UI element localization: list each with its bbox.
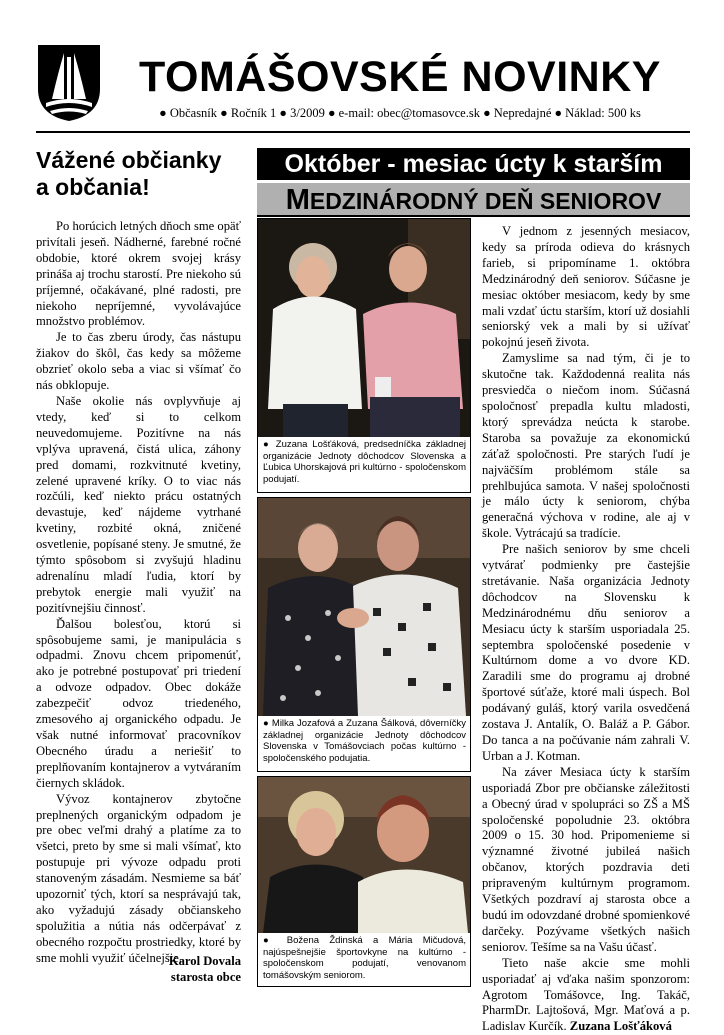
greeting-paragraph: Vývoz kontajnerov zbytočne preplnených organickým odpadom je pre obec veľmi drahý a platíme za to všetci, preto by sme si mali všímať, kto postupuje pri vývoze odpadu proti stanoveným zásadám. Nesmieme sa báť upozorniť tých, ktorí sa nesprávajú tak, ako vyžadujú zásady občianskeho spolužitia a nútia nás odčerpávať z obecného rozpočtu prostriedky, ktoré by sme mohli využiť účelnejšie. xyxy=(36,791,241,965)
article-paragraph: Pre našich seniorov by sme chceli vytvárať podmienky pre častejšie stretávanie. Naša organizácia Jednoty dôchodcov na Slovensku k Medzinárodnému dňu seniorov a Mesiacu úcty k starším usporiadala 25. septembra spoločenské posedenie v Kultúrnom dome a vo dvore KD. Zaradili sme do programu aj drobné športové súťaže, ktoré mali úspech. Bol podávaný guláš, ktorý varila osvedčená zostava J. Antalík, O. Baláž a P. Gábor. Do tanca a na počúvanie nám zahrali V. Urban a J. Kotman. xyxy=(482,542,690,763)
article-paragraph-text: Tieto naše akcie sme mohli usporiadať aj vďaka našim sponzorom: Agrotom Tomášovce, Ing. Takáč, PharmDr. Lajtošová, Mgr. Maťová a p. Ladislav Kurčík. xyxy=(482,955,690,1034)
photo-image xyxy=(258,219,470,437)
photo-image xyxy=(258,498,470,716)
article-paragraph xyxy=(482,956,690,1035)
subheadline-text: EDZINÁRODNÝ DEŇ SENIOROV xyxy=(309,188,662,214)
article-paragraph: Na záver Mesiaca úcty k starším usporiadá Zbor pre občianske záležitosti a Obecný úrad v spolupráci so ZŠ a MŠ spoločenské popoludnie 23. októbra 2009 o 15. 30 hod. Pripomenieme si významné životné jubileá našich občanov, ktorých pozdravia deti pripraveným kultúrnym programom. Všetkých pozdraví aj starosta obce a budú im odovzdané drobné spomienkové darčeky. Pozývame všetkých našich seniorov. Tešíme sa na Vašu účasť. xyxy=(482,764,690,954)
article-subheadline xyxy=(257,183,690,217)
photo-image xyxy=(258,777,470,933)
photo-caption: ● Milka Jozafová a Zuzana Šálková, dôverníčky základnej organizácie Jednoty dôchodcov Slovenska v Tomášovciach počas kultúrno - spoločenského podujatia. xyxy=(263,718,466,764)
greeting-paragraph: Po horúcich letných dňoch sme opäť privítali jeseň. Nádherné, farebné ročné obdobie, ktoré okrem svojej krásy prináša aj trochu starostí. Pre niekoho sú príjemné, očakávané, plné radosti, pre niekoho nepríjemné, vyvolávajúce množstvo problémov. xyxy=(36,219,241,329)
greeting-paragraph: Je to čas zberu úrody, čas nástupu žiakov do škôl, čas kedy sa môžeme obzrieť okolo seba a viac si všímať čo nás obklopuje. xyxy=(36,330,241,393)
issue-info-line: ● Občasník ● Ročník 1 ● 3/2009 ● e-mail: obec@tomasovce.sk ● Nepredajné ● Náklad: 500 ks xyxy=(159,106,641,120)
greeting-heading-line2: a občania! xyxy=(36,174,150,200)
newspaper-title: TOMÁŠOVSKÉ NOVINKY xyxy=(139,53,661,101)
greeting-paragraph: Ďalšou bolesťou, ktorú si spôsobujeme sami, je manipulácia s odpadmi. Znovu chcem pripomenúť, ako je potrebné postupovať pri triedení a odvoze odpadov. Obec dokáže zabezpečiť odvoz triedeného, zmesového aj organického odpadu. Je však nutné informovať pracovníkov Obecného úradu a neriešiť to preplňovaním kontajnerov a vytváraním čiernych skládok. xyxy=(36,616,241,790)
subheadline-initial: M xyxy=(285,184,310,216)
greeting-paragraph: Naše okolie nás ovplyvňuje aj vtedy, keď si to celkom neuvedomujeme. Pozitívne na nás vplýva upravená, čistá ulica, záhony pred domami, rozkvitnuté kvetiny, zelené upravené kríky. O to viac nás rozčúli, keď niekto prácu ostatných devastuje, keď nájdeme vytrhané kvetiny, rozbité okná, zničené osvetlenie, popísané steny. Je smutné, že týmto spôsobom si zvyšujú hladinu adrenalínu mladí ľudia, ktorí by prebytok energie mali využiť na pozitívnejšiu činnosť. xyxy=(36,393,241,615)
article-paragraph: V jednom z jesenných mesiacov, kedy sa príroda odieva do krásnych farieb, si pripomíname 1. októbra Medzinárodný deň seniorov. Súčasne je mesiac október mesiacom, kedy by sme mali vzdať úctu starším, ktorí už dosiahli seniorský vek a mali by si užívať pokojnú jeseň života. xyxy=(482,224,690,350)
greeting-signature xyxy=(120,953,241,985)
photo-caption: ● Božena Ždinská a Mária Mičudová, najúspešnejšie športovkyne na kultúrno - spoločenskom podujatí, venovanom tomášovským seniorom. xyxy=(263,935,466,981)
greeting-article-body xyxy=(36,219,241,967)
coat-of-arms-logo xyxy=(36,43,102,123)
photo-seniors-2 xyxy=(257,497,471,772)
greeting-heading-line1: Vážené občianky xyxy=(36,147,222,173)
article-author: Zuzana Lošťáková xyxy=(569,1019,672,1034)
greeting-heading xyxy=(36,147,251,201)
article-paragraph: Zamyslime sa nad tým, či je to skutočne tak. Každodenná realita nás presviedča o niečom inom. Súčasná spoločnosť prepadla kultu mladosti, ktorý sprevádza neúcta k starobe. Staroba sa považuje za ekonomickú záťaž spoločnosti. Pre starých ľudí je najväčším problémom stále sa prehlbujúca samota. V našej spoločnosti je málo úcty k seniorom, chýba generačná výchova v rodine, ale aj v škole. Vytrácajú sa tradície. xyxy=(482,351,690,541)
article-headline: Október - mesiac úcty k starším xyxy=(257,148,690,180)
photo-seniors-3 xyxy=(257,776,471,987)
signature-name: Karol Dovala xyxy=(168,954,241,968)
photo-caption: ● Zuzana Lošťáková, predsedníčka základnej organizácie Jednoty dôchodcov Slovenska a Ľubica Uhorskajová pri kultúrno - spoločenskom podujatí. xyxy=(263,439,466,485)
article-body xyxy=(482,224,690,1035)
signature-role: starosta obce xyxy=(170,970,241,984)
masthead-divider xyxy=(36,131,690,133)
photo-seniors-1 xyxy=(257,218,471,493)
